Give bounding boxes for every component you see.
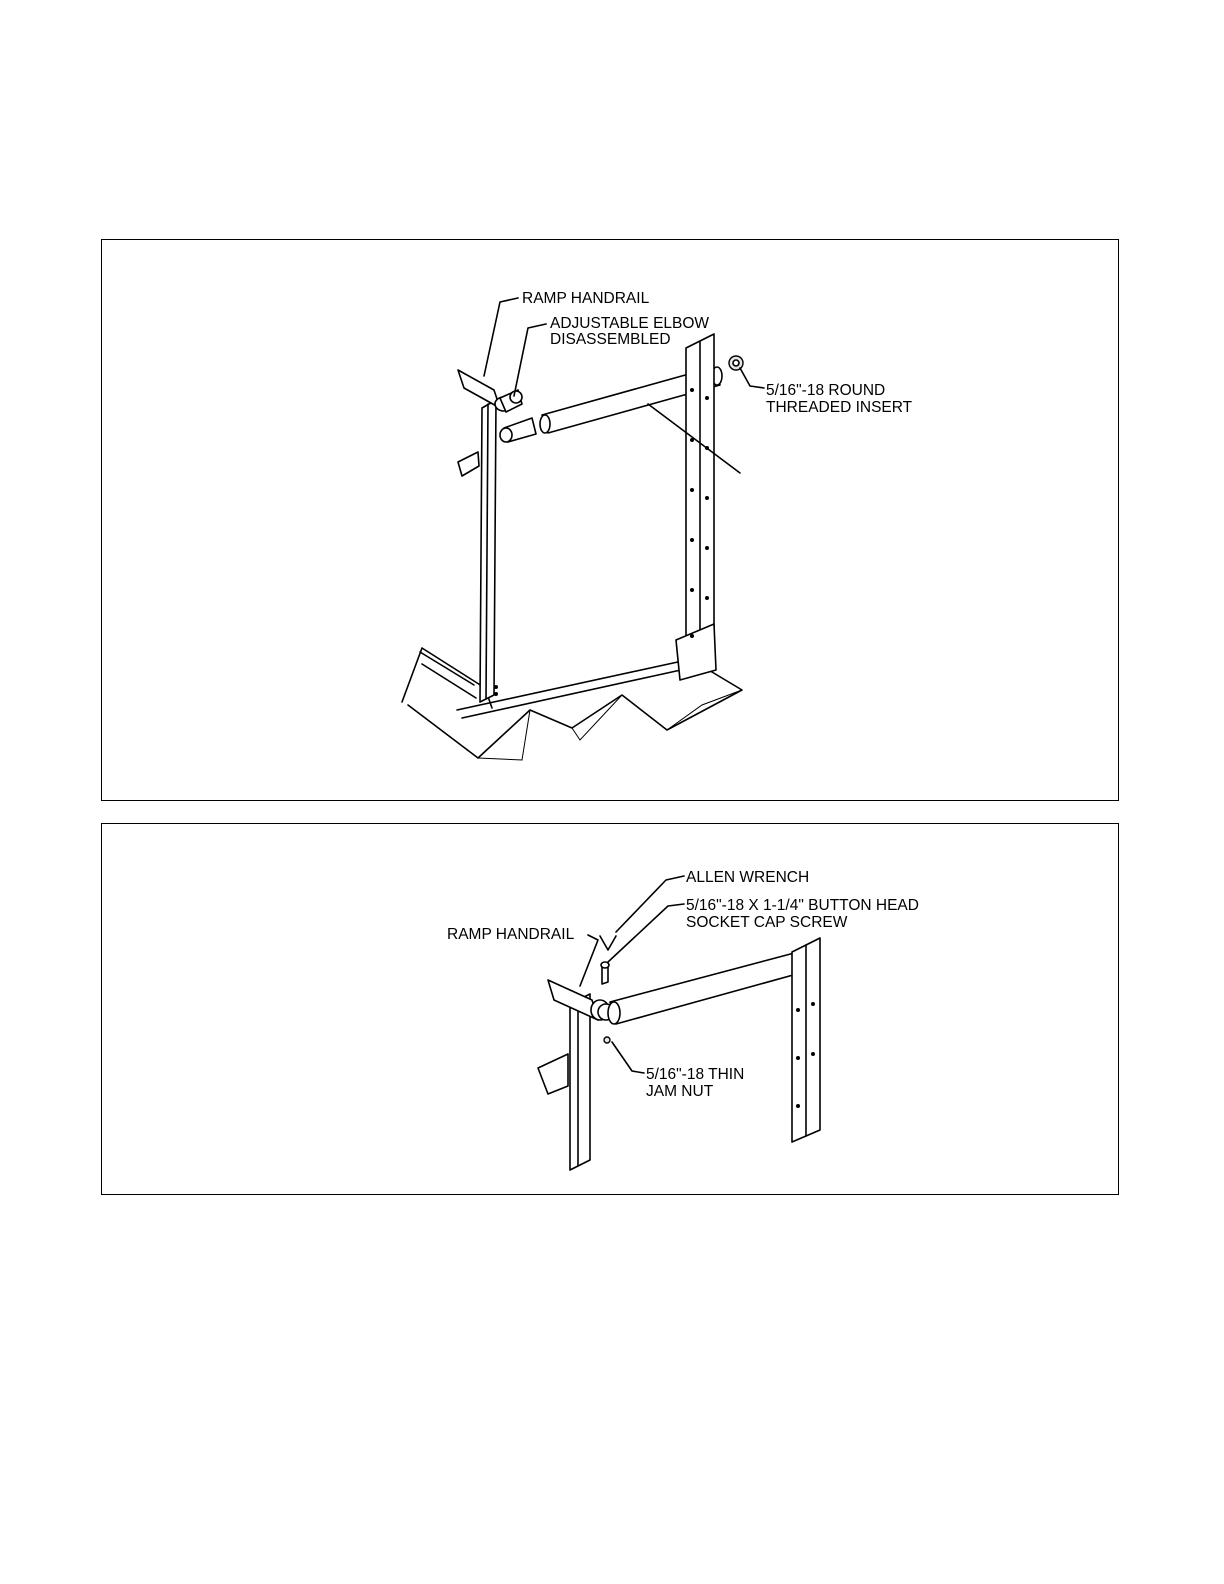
left-upright-post bbox=[538, 994, 590, 1170]
label-ramp-handrail: RAMP HANDRAIL bbox=[447, 926, 575, 943]
label-jam-nut: JAM NUT bbox=[646, 1083, 714, 1100]
elbow-halves bbox=[500, 390, 536, 442]
threaded-insert-part bbox=[729, 356, 743, 370]
label-ramp-handrail: RAMP HANDRAIL bbox=[522, 290, 650, 307]
label-thin-nut: 5/16"-18 THIN bbox=[646, 1066, 745, 1083]
horizontal-tube bbox=[608, 952, 806, 1024]
left-upright-post bbox=[458, 400, 498, 702]
button-head-screw-part bbox=[601, 962, 609, 984]
label-allen-wrench: ALLEN WRENCH bbox=[686, 869, 810, 886]
leader-lines bbox=[580, 876, 684, 1073]
elbow-assembled-drawing bbox=[102, 824, 1120, 1196]
allen-wrench-part bbox=[600, 936, 616, 950]
post-bracket bbox=[538, 1054, 568, 1094]
right-upright-post bbox=[792, 938, 820, 1142]
label-socket-cap-screw: SOCKET CAP SCREW bbox=[686, 914, 848, 931]
label-button-head-screw: 5/16"-18 X 1-1/4" BUTTON HEAD bbox=[686, 897, 919, 914]
label-threaded-insert: THREADED INSERT bbox=[766, 399, 913, 416]
post-bracket bbox=[458, 452, 479, 476]
label-disassembled: DISASSEMBLED bbox=[550, 331, 671, 348]
elbow-disassembled-drawing bbox=[102, 240, 1120, 802]
label-adjustable-elbow: ADJUSTABLE ELBOW bbox=[550, 315, 710, 332]
jam-nut-part bbox=[604, 1037, 610, 1043]
label-round-insert: 5/16"-18 ROUND bbox=[766, 382, 886, 399]
figure-panel-elbow-disassembled bbox=[101, 239, 1119, 801]
figure-panel-elbow-assembled bbox=[101, 823, 1119, 1195]
